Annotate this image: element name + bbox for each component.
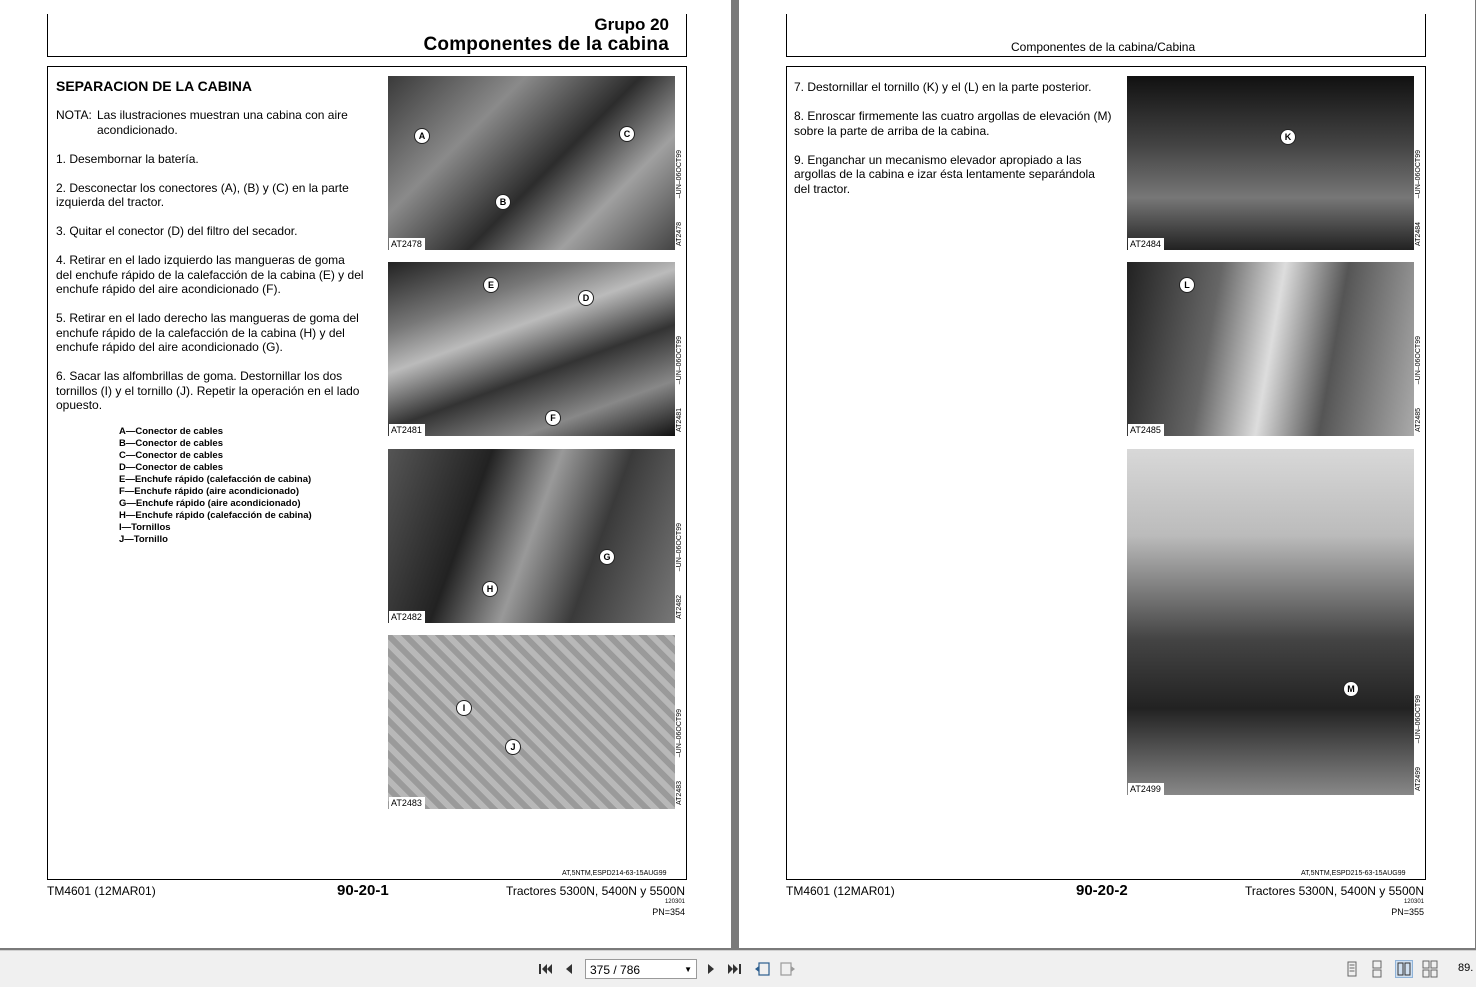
viewer-toolbar xyxy=(0,950,1476,987)
left-page xyxy=(0,0,731,948)
photo-at2482 xyxy=(388,449,675,623)
photo-side-code: –UN–06OCT99 xyxy=(1415,150,1422,199)
step-item: 7. Destornillar el tornillo (K) y el (L) en la parte posterior. xyxy=(794,80,1092,94)
callout-d: D xyxy=(578,290,594,306)
photo-at2485 xyxy=(1127,262,1414,436)
step-item: 2. Desconectar los conectores (A), (B) y (C) en la parte izquierda del tractor. xyxy=(56,180,349,209)
photo-side-code: –UN–06OCT99 xyxy=(676,709,683,758)
photo-at2499 xyxy=(1127,449,1414,795)
instructions xyxy=(794,80,1112,211)
go-forward-view-icon[interactable] xyxy=(779,960,797,978)
photo-label: AT2482 xyxy=(389,611,425,623)
note xyxy=(56,108,364,137)
footer-model: Tractores 5300N, 5400N y 5500N xyxy=(1245,884,1424,898)
photo-label: AT2483 xyxy=(389,797,425,809)
instructions xyxy=(56,108,364,427)
photo-label: AT2499 xyxy=(1128,783,1164,795)
legend xyxy=(119,426,312,546)
step-item: 3. Quitar el conector (D) del filtro del secador. xyxy=(56,224,298,238)
first-page-icon[interactable] xyxy=(536,960,554,978)
right-page xyxy=(739,0,1475,948)
step-item: 5. Retirar en el lado derecho las mangueras de goma del enchufe rápido de la calefacción de la cabina (H) y del enchufe rápido del aire acondicionado (G). xyxy=(56,311,359,354)
photo-side-code: –UN–06OCT99 xyxy=(1415,336,1422,385)
running-head: Componentes de la cabina/Cabina xyxy=(1011,40,1196,54)
callout-m: M xyxy=(1343,681,1359,697)
footer-pn: PN=355 xyxy=(1391,907,1424,917)
callout-b: B xyxy=(495,194,511,210)
footer-date: 120301 xyxy=(1403,899,1424,905)
two-page-view-icon[interactable] xyxy=(1395,960,1413,978)
prev-page-icon[interactable] xyxy=(560,960,578,978)
single-page-view-icon[interactable] xyxy=(1343,960,1361,978)
callout-g: G xyxy=(599,549,615,565)
photo-side-id: AT2485 xyxy=(1415,408,1422,432)
photo-side-id: AT2478 xyxy=(676,222,683,246)
photo-side-code: –UN–06OCT99 xyxy=(1415,695,1422,744)
section-heading: SEPARACION DE LA CABINA xyxy=(56,78,253,94)
photo-side-id: AT2481 xyxy=(676,408,683,432)
legend-item: J—Tornillo xyxy=(119,534,168,545)
photo-side-id: AT2482 xyxy=(676,595,683,619)
photo-side-id: AT2499 xyxy=(1415,767,1422,791)
group-title xyxy=(423,15,669,55)
chevron-down-icon: ▼ xyxy=(684,965,692,974)
callout-l: L xyxy=(1179,277,1195,293)
step-item: 1. Desembornar la batería. xyxy=(56,151,199,166)
callout-j: J xyxy=(505,739,521,755)
photo-label: AT2484 xyxy=(1128,238,1164,250)
legend-item: I—Tornillos xyxy=(119,522,171,533)
photo-label: AT2478 xyxy=(389,238,425,250)
group-label: Grupo 20 xyxy=(594,15,669,34)
step-item: 9. Enganchar un mecanismo elevador apropiado a las argollas de la cabina e izar ésta lentamente separándola del tractor. xyxy=(794,152,1095,196)
photo-at2484 xyxy=(1127,76,1414,250)
legend-item: G—Enchufe rápido (aire acondicionado) xyxy=(119,498,301,509)
callout-h: H xyxy=(482,581,498,597)
go-back-view-icon[interactable] xyxy=(753,960,771,978)
group-name: Componentes de la cabina xyxy=(423,34,669,55)
note-text: Las ilustraciones muestran una cabina con aire acondicionado. xyxy=(97,108,348,137)
footer-date: 120301 xyxy=(664,899,685,905)
footer-manual: TM4601 (12MAR01) xyxy=(786,884,895,898)
callout-f: F xyxy=(545,410,561,426)
photo-side-code: –UN–06OCT99 xyxy=(676,150,683,199)
callout-e: E xyxy=(483,277,499,293)
photo-side-code: –UN–06OCT99 xyxy=(676,523,683,572)
last-page-icon[interactable] xyxy=(726,960,744,978)
photo-at2481 xyxy=(388,262,675,436)
photo-at2483 xyxy=(388,635,675,809)
photo-label: AT2485 xyxy=(1128,424,1164,436)
legend-item: F—Enchufe rápido (aire acondicionado) xyxy=(119,486,299,497)
footer-page-number: 90-20-2 xyxy=(1076,882,1128,899)
legend-item: E—Enchufe rápido (calefacción de cabina) xyxy=(119,474,312,485)
callout-a: A xyxy=(414,128,430,144)
two-page-continuous-view-icon[interactable] xyxy=(1421,960,1439,978)
callout-k: K xyxy=(1280,129,1296,145)
reference-code: AT,5NTM,ESPD214-63-15AUG99 xyxy=(562,870,667,877)
next-page-icon[interactable] xyxy=(702,960,720,978)
photo-side-id: AT2484 xyxy=(1415,222,1422,246)
step-item: 4. Retirar en el lado izquierdo las mangueras de goma del enchufe rápido de la calefacción de la cabina (E) y del enchufe rápido del aire acondicionado (F). xyxy=(56,253,364,296)
footer-model: Tractores 5300N, 5400N y 5500N xyxy=(506,884,685,898)
footer-pn: PN=354 xyxy=(652,907,685,917)
photo-side-code: –UN–06OCT99 xyxy=(676,336,683,385)
legend-item: A—Conector de cables xyxy=(119,426,223,437)
footer-manual: TM4601 (12MAR01) xyxy=(47,884,156,898)
continuous-view-icon[interactable] xyxy=(1368,960,1386,978)
photo-at2478 xyxy=(388,76,675,250)
photo-side-id: AT2483 xyxy=(676,781,683,805)
page-number-select[interactable] xyxy=(585,959,697,979)
legend-item: B—Conector de cables xyxy=(119,438,223,449)
footer-page-number: 90-20-1 xyxy=(337,882,389,899)
reference-code: AT,5NTM,ESPD215-63-15AUG99 xyxy=(1301,870,1406,877)
legend-item: D—Conector de cables xyxy=(119,462,223,473)
photo-label: AT2481 xyxy=(389,424,425,436)
zoom-level[interactable]: 89. xyxy=(1458,962,1474,974)
step-item: 6. Sacar las alfombrillas de goma. Destornillar los dos tornillos (I) y el tornillo (J). Repetir la operación en el lado opuesto. xyxy=(56,369,360,412)
callout-i: I xyxy=(456,700,472,716)
page-indicator: 375 / 786 xyxy=(590,963,641,977)
callout-c: C xyxy=(619,126,635,142)
step-item: 8. Enroscar firmemente las cuatro argollas de elevación (M) sobre la parte de arriba de la cabina. xyxy=(794,109,1112,138)
note-label: NOTA: xyxy=(56,108,92,122)
legend-item: H—Enchufe rápido (calefacción de cabina) xyxy=(119,510,312,521)
legend-item: C—Conector de cables xyxy=(119,450,223,461)
